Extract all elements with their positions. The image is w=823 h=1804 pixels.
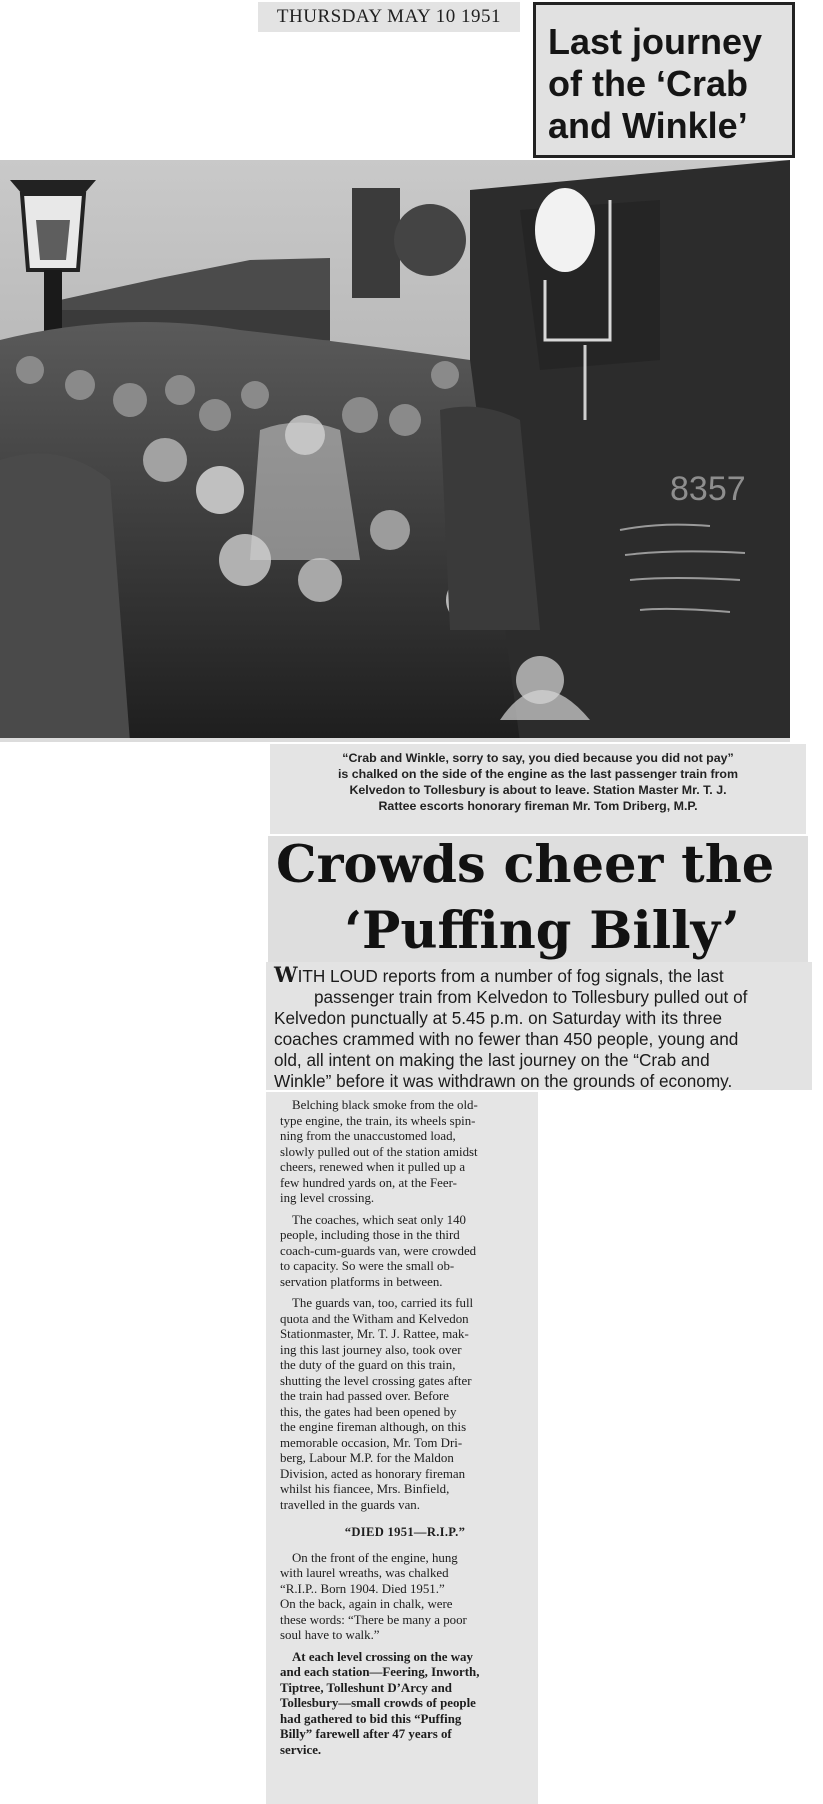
body-line: “R.I.P.. Born 1904. Died 1951.” bbox=[280, 1581, 445, 1596]
body-line: and each station—Feering, Inworth, bbox=[280, 1665, 480, 1679]
body-line: quota and the Witham and Kelvedon bbox=[280, 1311, 469, 1326]
body-line: had gathered to bid this “Puffing bbox=[280, 1711, 462, 1726]
body-line: Tiptree, Tolleshunt D’Arcy and bbox=[280, 1680, 452, 1695]
body-line: to capacity. So were the small ob- bbox=[280, 1259, 455, 1273]
body-line: the engine fireman although, on this bbox=[280, 1420, 467, 1434]
headline-line-1: Crowds cheer the bbox=[276, 835, 775, 895]
body-line: soul have to walk.” bbox=[280, 1628, 380, 1642]
body-line: servation platforms in between. bbox=[280, 1274, 443, 1289]
body-line: The coaches, which seat only 140 bbox=[292, 1212, 466, 1227]
body-line: with laurel wreaths, was chalked bbox=[280, 1566, 449, 1580]
body-line: The guards van, too, carried its full bbox=[292, 1296, 474, 1310]
lede-line-3: Kelvedon punctually at 5.45 p.m. on Saturday with its three bbox=[274, 1008, 723, 1028]
lede-line-1 bbox=[274, 964, 812, 987]
body-subhead: “DIED 1951—R.I.P.” bbox=[344, 1525, 466, 1539]
body-line: shutting the level crossing gates after bbox=[280, 1373, 472, 1388]
body-line: On the front of the engine, hung bbox=[292, 1550, 458, 1565]
main-headline bbox=[272, 832, 812, 964]
body-line: travelled in the guards van. bbox=[280, 1497, 420, 1512]
body-line: these words: “There be many a poor bbox=[280, 1612, 467, 1627]
body-paragraph-2 bbox=[280, 1213, 530, 1291]
body-line: cheers, renewed when it pulled up a bbox=[280, 1160, 466, 1174]
body-line: the duty of the guard on this train, bbox=[280, 1358, 456, 1372]
headline-line-2: ‘Puffing Billy’ bbox=[344, 901, 740, 961]
caption-line-1: “Crab and Winkle, sorry to say, you died because you did not pay” bbox=[342, 751, 734, 765]
body-line: berg, Labour M.P. for the Maldon bbox=[280, 1451, 454, 1465]
engine-chimney bbox=[352, 188, 400, 298]
photo-caption bbox=[270, 744, 806, 834]
body-line: few hundred yards on, at the Feer- bbox=[280, 1175, 457, 1190]
body-paragraph-4 bbox=[280, 1551, 530, 1644]
body-line: Billy” farewell after 47 years of bbox=[280, 1727, 452, 1741]
lede-first-rest: ITH LOUD reports from a number of fog signals, the last bbox=[297, 966, 724, 986]
body-line: Tollesbury—small crowds of people bbox=[280, 1696, 476, 1710]
caption-line-4: Rattee escorts honorary fireman Mr. Tom Driberg, M.P. bbox=[378, 799, 698, 813]
body-paragraph-1 bbox=[280, 1098, 530, 1207]
body-line: ing level crossing. bbox=[280, 1191, 375, 1205]
side-headline-line-2: of the ‘Crab bbox=[548, 63, 749, 104]
caption-line-3: Kelvedon to Tollesbury is about to leave. Station Master Mr. T. J. bbox=[349, 783, 727, 797]
lede-paragraph bbox=[274, 964, 812, 1092]
body-line: this, the gates had been opened by bbox=[280, 1404, 457, 1419]
train-photo bbox=[0, 160, 790, 742]
body-line: the train had passed over. Before bbox=[280, 1389, 449, 1403]
body-line: people, including those in the third bbox=[280, 1228, 460, 1242]
lede-line-2: passenger train from Kelvedon to Tollesbury pulled out of bbox=[314, 987, 748, 1007]
lede-line-4: coaches crammed with no fewer than 450 people, young and bbox=[274, 1029, 739, 1049]
engine-number: 8357 bbox=[670, 470, 746, 508]
dateline: THURSDAY MAY 10 1951 bbox=[258, 2, 520, 32]
body-line: service. bbox=[280, 1742, 322, 1757]
body-paragraph-3 bbox=[280, 1296, 530, 1513]
body-line: Stationmaster, Mr. T. J. Rattee, mak- bbox=[280, 1327, 469, 1341]
body-line: slowly pulled out of the station amidst bbox=[280, 1144, 478, 1159]
body-line: memorable occasion, Mr. Tom Dri- bbox=[280, 1435, 463, 1450]
body-line: whilst his fiancee, Mrs. Binfield, bbox=[280, 1482, 450, 1496]
side-headline-box bbox=[533, 2, 795, 158]
body-line: At each level crossing on the way bbox=[292, 1649, 473, 1664]
cab-window bbox=[535, 188, 595, 272]
body-line: ning from the unaccustomed load, bbox=[280, 1129, 456, 1143]
side-headline-line-1: Last journey bbox=[548, 21, 763, 62]
body-line: type engine, the train, its wheels spin- bbox=[280, 1113, 476, 1128]
body-line: Belching black smoke from the old- bbox=[292, 1098, 478, 1112]
lede-line-5: old, all intent on making the last journey on the “Crab and bbox=[274, 1050, 710, 1070]
body-column bbox=[280, 1098, 530, 1764]
caption-line-2: is chalked on the side of the engine as the last passenger train from bbox=[337, 767, 739, 781]
side-headline-line-3: and Winkle’ bbox=[548, 105, 748, 146]
body-line: Division, acted as honorary fireman bbox=[280, 1466, 466, 1481]
body-paragraph-5 bbox=[280, 1650, 530, 1759]
body-line: coach-cum-guards van, were crowded bbox=[280, 1243, 477, 1258]
body-line: ing this last journey also, took over bbox=[280, 1342, 462, 1357]
drop-cap: W bbox=[274, 962, 298, 987]
body-line: On the back, again in chalk, were bbox=[280, 1597, 453, 1611]
lede-line-6: Winkle” before it was withdrawn on the grounds of economy. bbox=[274, 1071, 733, 1091]
